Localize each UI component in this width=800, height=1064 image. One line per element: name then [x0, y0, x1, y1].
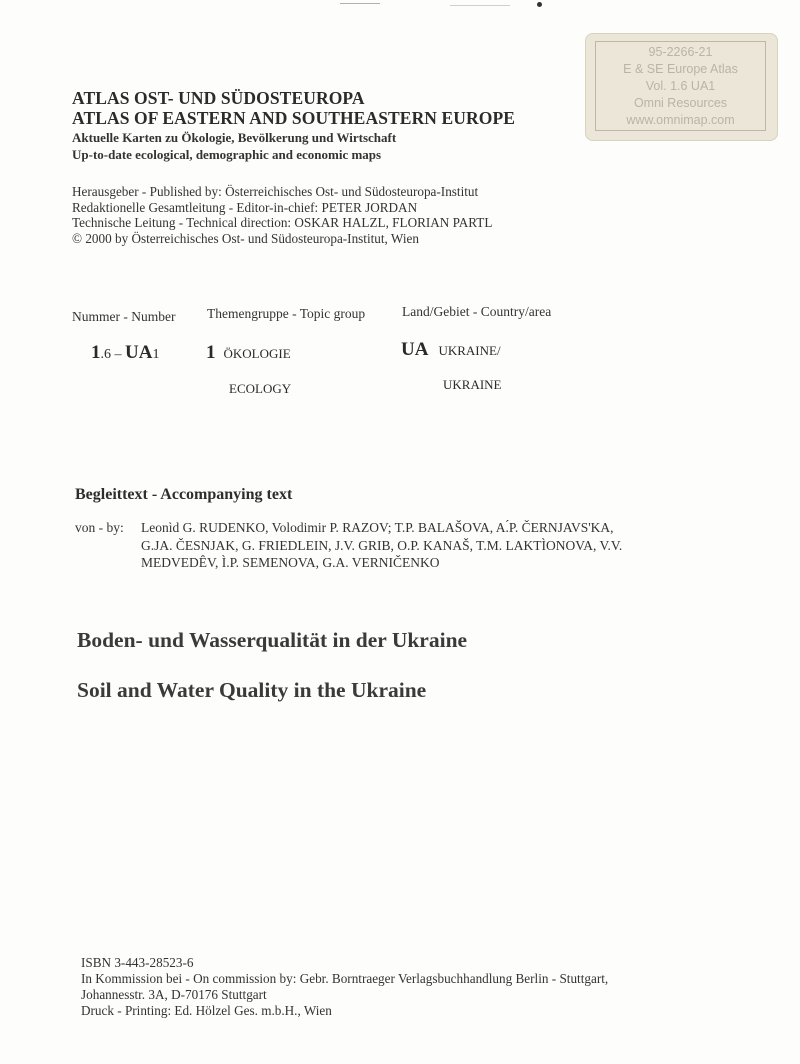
- author-line: MEDVEDÊV, Ì.P. SEMENOVA, G.A. VERNIČENKO: [141, 555, 440, 570]
- sticker-line: 95-2266-21: [648, 45, 713, 59]
- isbn: ISBN 3-443-28523-6: [81, 955, 194, 970]
- commission: In Kommission bei - On commission by: Gebr. Borntraeger Verlagsbuchhandlung Berlin - Stuttgart,: [81, 971, 609, 986]
- by-label: von - by:: [75, 520, 124, 535]
- printing: Druck - Printing: Ed. Hölzel Ges. m.b.H., Wien: [81, 1003, 332, 1018]
- author-line: G.JA. ČESNJAK, G. FRIEDLEIN, J.V. GRIB, O.P. KANAŠ, T.M. LAKTÌONOVA, V.V.: [141, 537, 623, 553]
- sticker-text: [595, 41, 766, 131]
- credit-technical: Technische Leitung - Technical direction: OSKAR HALZL, FLORIAN PARTL: [72, 215, 493, 230]
- country-code: UA: [401, 339, 429, 360]
- number-label: Nummer - Number: [72, 309, 176, 324]
- credit-copyright: © 2000 by Österreichisches Ost- und Südosteuropa-Institut, Wien: [72, 230, 419, 246]
- country: [401, 339, 501, 361]
- topic-number: 1: [206, 342, 216, 363]
- scan-mark: [340, 3, 380, 4]
- country-de: UKRAINE/: [438, 343, 501, 358]
- credit-editor: Redaktionelle Gesamtleitung - Editor-in-chief: PETER JORDAN: [72, 199, 418, 215]
- sticker-line: E & SE Europe Atlas: [623, 62, 738, 76]
- credit-publisher: Herausgeber - Published by: Österreichisches Ost- und Südosteuropa-Institut: [72, 184, 479, 199]
- number-code: UA: [125, 342, 153, 363]
- sticker-line: www.omnimap.com: [626, 113, 735, 127]
- topic-label: Themengruppe - Topic group: [207, 306, 366, 321]
- accompanying-heading: Begleittext - Accompanying text: [75, 486, 293, 503]
- number-sub: .6 –: [100, 347, 125, 362]
- topic-en: ECOLOGY: [229, 381, 292, 396]
- country-label: Land/Gebiet - Country/area: [402, 304, 552, 319]
- number-suffix: 1: [152, 347, 160, 362]
- country-en: UKRAINE: [443, 377, 502, 392]
- address: Johannesstr. 3A, D-70176 Stuttgart: [81, 987, 267, 1002]
- title-de: ATLAS OST- UND SÜDOSTEUROPA: [72, 88, 365, 108]
- scan-mark: [450, 5, 510, 6]
- scan-dot: [537, 2, 542, 7]
- author-line: Leonìd G. RUDENKO, Volodimir P. RAZOV; T.P. BALAŠOVA, A.́P. ČERNJAVS'KA,: [141, 520, 614, 535]
- author-list: [141, 519, 622, 572]
- price-sticker: [585, 33, 778, 141]
- sticker-line: Omni Resources: [633, 96, 728, 110]
- map-title-de: Boden- und Wasserqualität in der Ukraine: [77, 628, 468, 652]
- map-title-en: Soil and Water Quality in the Ukraine: [77, 678, 427, 702]
- topic-de: ÖKOLOGIE: [223, 346, 291, 361]
- credits: [72, 184, 492, 246]
- subtitle-de: Aktuelle Karten zu Ökologie, Bevölkerung und Wirtschaft: [72, 130, 397, 145]
- imprint: [81, 955, 608, 1019]
- map-number: [91, 342, 159, 364]
- sticker-line: Vol. 1.6 UA1: [645, 79, 716, 93]
- number-main: 1: [91, 342, 101, 363]
- subtitle-en: Up-to-date ecological, demographic and economic maps: [72, 147, 382, 162]
- title-en: ATLAS OF EASTERN AND SOUTHEASTERN EUROPE: [72, 108, 516, 128]
- topic-group: [206, 342, 291, 364]
